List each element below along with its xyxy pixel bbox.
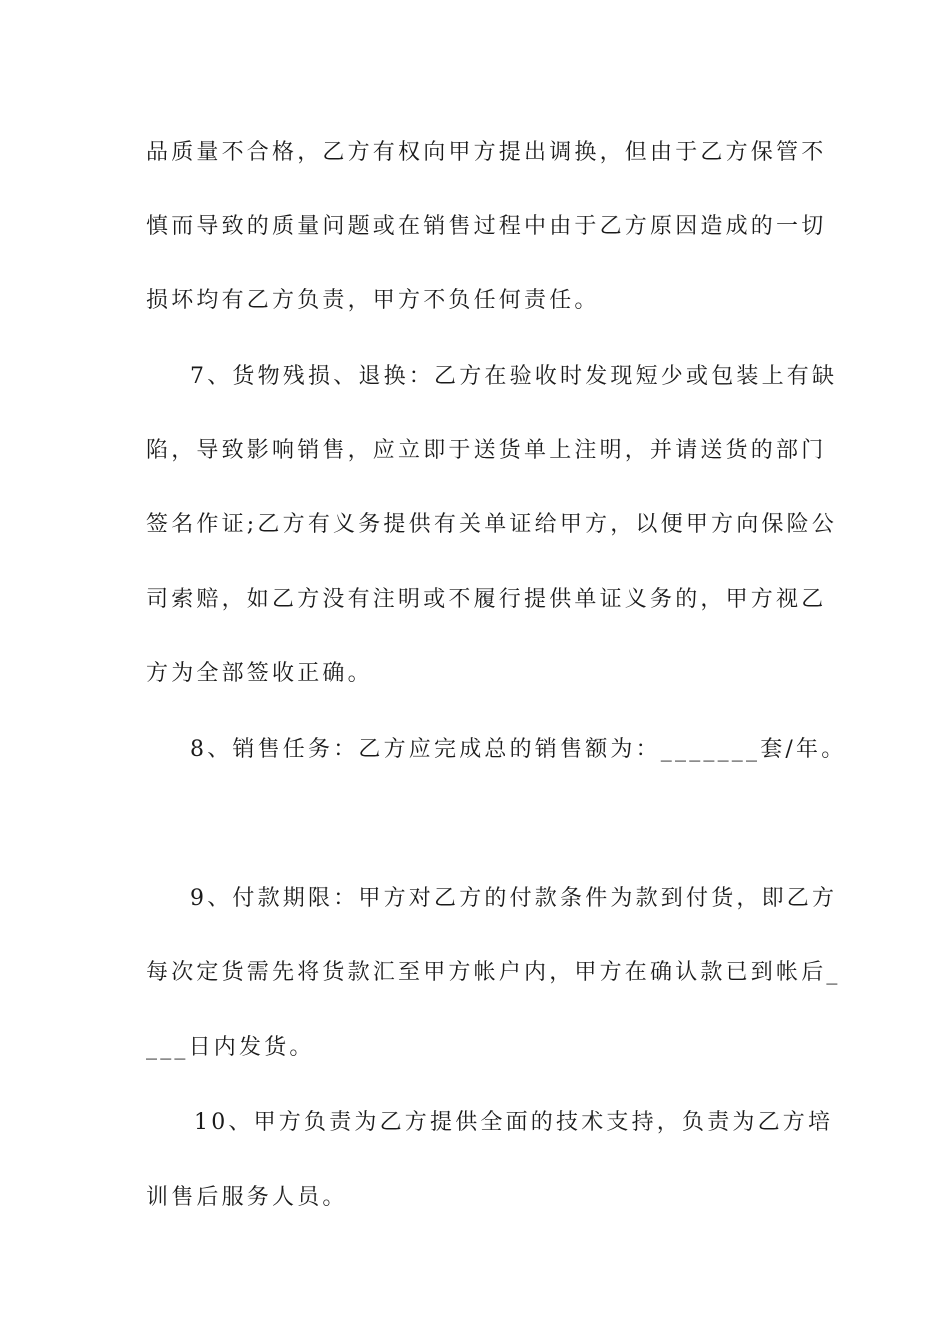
clause-7-line-2: 陷，导致影响销售，应立即于送货单上注明，并请送货的部门	[146, 438, 827, 463]
clause-9-line-1: 9、付款期限：甲方对乙方的付款条件为款到付货，即乙方	[190, 886, 838, 911]
clause-9-line-3: ___日内发货。	[146, 1035, 315, 1060]
clause-8-line-1: 8、销售任务：乙方应完成总的销售额为：_______套/年。	[190, 737, 847, 762]
clause-7-line-5: 方为全部签收正确。	[146, 661, 373, 686]
clause-7-line-3: 签名作证;乙方有义务提供有关单证给甲方，以便甲方向保险公	[146, 512, 838, 537]
clause-6-line-3: 损坏均有乙方负责，甲方不负任何责任。	[146, 288, 600, 313]
clause-10-line-1: 10、甲方负责为乙方提供全面的技术支持，负责为乙方培	[194, 1110, 834, 1135]
clause-6-line-2: 慎而导致的质量问题或在销售过程中由于乙方原因造成的一切	[146, 214, 827, 239]
clause-9-line-2: 每次定货需先将货款汇至甲方帐户内，甲方在确认款已到帐后_	[146, 960, 841, 985]
clause-7-line-4: 司索赔，如乙方没有注明或不履行提供单证义务的，甲方视乙	[146, 587, 827, 612]
clause-10-line-2: 训售后服务人员。	[146, 1185, 348, 1210]
clause-7-line-1: 7、货物残损、退换：乙方在验收时发现短少或包装上有缺	[190, 364, 838, 389]
clause-6-line-1: 品质量不合格，乙方有权向甲方提出调换，但由于乙方保管不	[146, 140, 827, 165]
